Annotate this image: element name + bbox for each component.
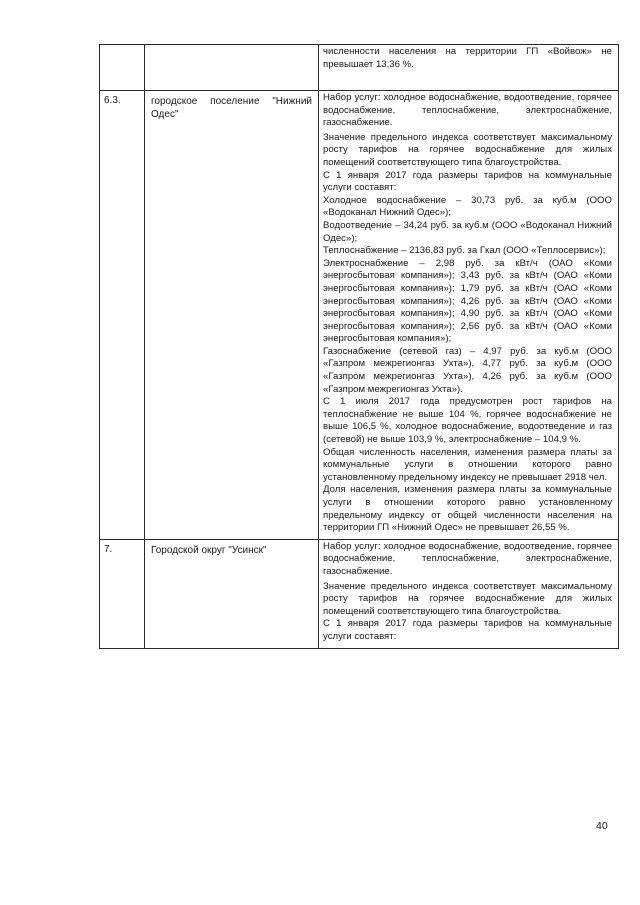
row-number: 7.: [100, 539, 145, 648]
page-number: 40: [596, 820, 608, 832]
description-cell: [319, 539, 619, 648]
paragraph: С 1 января 2017 года размеры тарифов на коммунальные услуги составят:: [323, 618, 612, 642]
table-row: [100, 91, 619, 540]
paragraph: Набор услуг: холодное водоснабжение, водоотведение, горячее водоснабжение, теплоснабжение, электроснабжение, газоснабжение.: [323, 92, 612, 129]
row-number: 6.3.: [100, 91, 145, 540]
municipality-name: Городской округ "Усинск": [145, 539, 319, 648]
description-cell: [319, 45, 619, 91]
description-cell: [319, 91, 619, 540]
municipality-name-cell: [145, 45, 319, 91]
paragraph: Электроснабжение – 2,98 руб. за кВт/ч (ОАО «Коми энергосбытовая компания»); 3,43 руб. за кВт/ч (ОАО «Коми энергосбытовая компания»); 1,79 руб. за кВт/ч (ОАО «Коми энергосбытовая компания»); 4,26 руб. за кВт/ч (ОАО «Коми энергосбытовая компания»); 4,90 руб. за кВт/ч (ОАО «Коми энергосбытовая компания»); 2,56 руб. за кВт/ч (ОАО «Коми энергосбытовая компания»);: [323, 257, 612, 345]
paragraph: Значение предельного индекса соответствует максимальному росту тарифов на горячее водоснабжение для жилых помещений соответствующего типа благоустройства.: [323, 131, 612, 168]
paragraph: Водоотведение – 34,24 руб. за куб.м (ООО «Водоканал Нижний Одес»);: [323, 219, 612, 244]
municipality-name: городское поселение "Нижний Одес": [145, 91, 319, 540]
table-row: [100, 45, 619, 91]
paragraph: Набор услуг: холодное водоснабжение, водоотведение, горячее водоснабжение, теплоснабжение, электроснабжение, газоснабжение.: [323, 540, 612, 577]
tariff-table: [99, 44, 619, 649]
paragraph: Доля населения, изменения размера платы за коммунальные услуги в отношении которого равно установленному предельному индексу от общей численности населения на территории ГП «Нижний Одес» не превышает 26,55 %.: [323, 484, 612, 534]
table-row: [100, 539, 619, 648]
paragraph: Теплоснабжение – 2136,83 руб. за Гкал (ООО «Теплосервис»);: [323, 245, 606, 257]
paragraph: С 1 января 2017 года размеры тарифов на коммунальные услуги составят:: [323, 169, 612, 194]
paragraph: С 1 июля 2017 года предусмотрен рост тарифов на теплоснабжение не выше 104 %, горячее водоснабжение не выше 106,5 %, холодное водоснабжение, водоотведение и газ (сетевой) не выше 103,9 %, электроснабжение – 104,9 %.: [323, 396, 612, 446]
paragraph: Значение предельного индекса соответствует максимальному росту тарифов на горячее водоснабжение для жилых помещений соответствующего типа благоустройства.: [323, 580, 612, 617]
paragraph: Газоснабжение (сетевой газ) – 4,97 руб. за куб.м (ООО «Газпром межрегионгаз Ухта»), 4,77 руб. за куб.м (ООО «Газпром межрегионгаз Ухта»), 4,26 руб. за куб.м (ООО «Газпром межрегионгаз Ухта»).: [323, 345, 612, 395]
paragraph: Общая численность населения, изменения размера платы за коммунальные услуги в отношении которого равно установленному предельному индексу не превышает 2918 чел.: [323, 446, 612, 483]
paragraph: численности населения на территории ГП «Войвож» не превышает 13,36 %.: [323, 46, 612, 70]
row-number-cell: [100, 45, 145, 91]
paragraph: Холодное водоснабжение – 30,73 руб. за куб.м (ООО «Водоканал Нижний Одес»);: [323, 194, 612, 219]
